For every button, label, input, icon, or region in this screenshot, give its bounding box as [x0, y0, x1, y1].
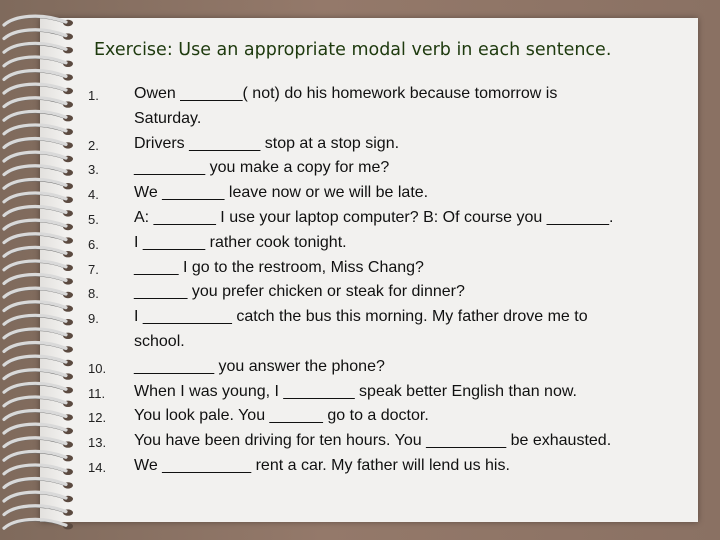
sentence-text: school. [134, 332, 185, 350]
list-item [88, 206, 688, 231]
spiral-ring [4, 438, 73, 448]
sentence-text: When I was young, I ________ speak better English than now. [134, 382, 577, 400]
sentence-text: ________ you make a copy for me? [134, 159, 390, 177]
sentence-text: You look pale. You ______ go to a doctor. [134, 407, 429, 425]
spiral-ring [4, 275, 73, 285]
spiral-ring [4, 111, 73, 121]
sentence-text: We _______ leave now or we will be late. [134, 184, 429, 202]
spiral-binding [0, 0, 80, 540]
spiral-ring [4, 370, 73, 380]
item-number: 10. [88, 360, 107, 376]
sentence-text: Drivers ________ stop at a stop sign. [134, 134, 400, 152]
spiral-ring [4, 261, 73, 271]
item-number: 7. [88, 261, 99, 277]
list-item [88, 256, 688, 281]
item-number: 9. [88, 311, 99, 327]
spiral-ring [4, 329, 73, 339]
spiral-ring [4, 98, 73, 108]
list-item [88, 231, 688, 256]
spiral-ring [4, 30, 73, 40]
sentence-text: I __________ catch the bus this morning. My father drove me to [134, 308, 588, 326]
spiral-ring [4, 247, 73, 257]
spiral-ring [4, 207, 73, 217]
list-item [88, 429, 688, 454]
sentence-text: _________ you answer the phone? [134, 357, 385, 375]
spiral-ring [4, 506, 73, 516]
spiral-ring [4, 16, 73, 26]
list-item [88, 156, 688, 181]
list-item [88, 181, 688, 206]
spiral-ring [4, 302, 73, 312]
spiral-ring [4, 383, 73, 393]
list-item [88, 355, 688, 380]
spiral-ring [4, 152, 73, 162]
sentence-text: We __________ rent a car. My father will lend us his. [134, 456, 510, 474]
spiral-ring [4, 193, 73, 203]
item-number: 14. [88, 459, 107, 475]
sentence-text: Saturday. [134, 109, 202, 127]
spiral-ring [4, 84, 73, 94]
sentence-text: _____ I go to the restroom, Miss Chang? [134, 258, 424, 276]
spiral-ring [4, 125, 73, 135]
list-item [88, 280, 688, 305]
spiral-ring [4, 424, 73, 434]
spiral-ring [4, 220, 73, 230]
spiral-ring [4, 397, 73, 407]
sentence-text: A: _______ I use your laptop computer? B: Of course you _______. [134, 208, 614, 226]
sentence-text: You have been driving for ten hours. You _________ be exhausted. [134, 432, 612, 450]
spiral-ring [4, 465, 73, 475]
item-number: 8. [88, 286, 99, 302]
item-number: 5. [88, 211, 99, 227]
item-number: 2. [88, 137, 99, 153]
sentence-text: Owen _______( not) do his homework because tomorrow is [134, 85, 558, 102]
sentence-list [88, 82, 688, 479]
spiral-ring [4, 288, 73, 298]
spiral-ring [4, 234, 73, 244]
item-number: 11. [88, 385, 106, 401]
list-item [88, 132, 688, 157]
spiral-ring [4, 43, 73, 53]
spiral-ring [4, 411, 73, 421]
exercise-title: Exercise: Use an appropriate modal verb in each sentence. [94, 40, 612, 60]
item-number: 3. [88, 162, 99, 178]
sentence-text: I _______ rather cook tonight. [134, 233, 347, 251]
spiral-ring [4, 519, 73, 529]
spiral-ring [4, 343, 73, 353]
list-item [88, 404, 688, 429]
item-number: 1. [88, 88, 99, 103]
item-number: 4. [88, 187, 99, 203]
spiral-ring [4, 71, 73, 81]
spiral-ring [4, 57, 73, 67]
spiral-ring [4, 492, 73, 502]
list-item [88, 380, 688, 405]
list-item [88, 454, 688, 479]
spiral-ring [4, 139, 73, 149]
spiral-ring [4, 166, 73, 176]
list-item [88, 82, 688, 132]
spiral-ring [4, 356, 73, 366]
spiral-ring [4, 479, 73, 489]
sentence-text: ______ you prefer chicken or steak for dinner? [134, 283, 465, 301]
item-number: 12. [88, 410, 107, 426]
spiral-ring [4, 451, 73, 461]
list-item [88, 305, 688, 355]
spiral-ring [4, 179, 73, 189]
item-number: 13. [88, 435, 107, 451]
spiral-ring [4, 315, 73, 325]
item-number: 6. [88, 236, 99, 252]
